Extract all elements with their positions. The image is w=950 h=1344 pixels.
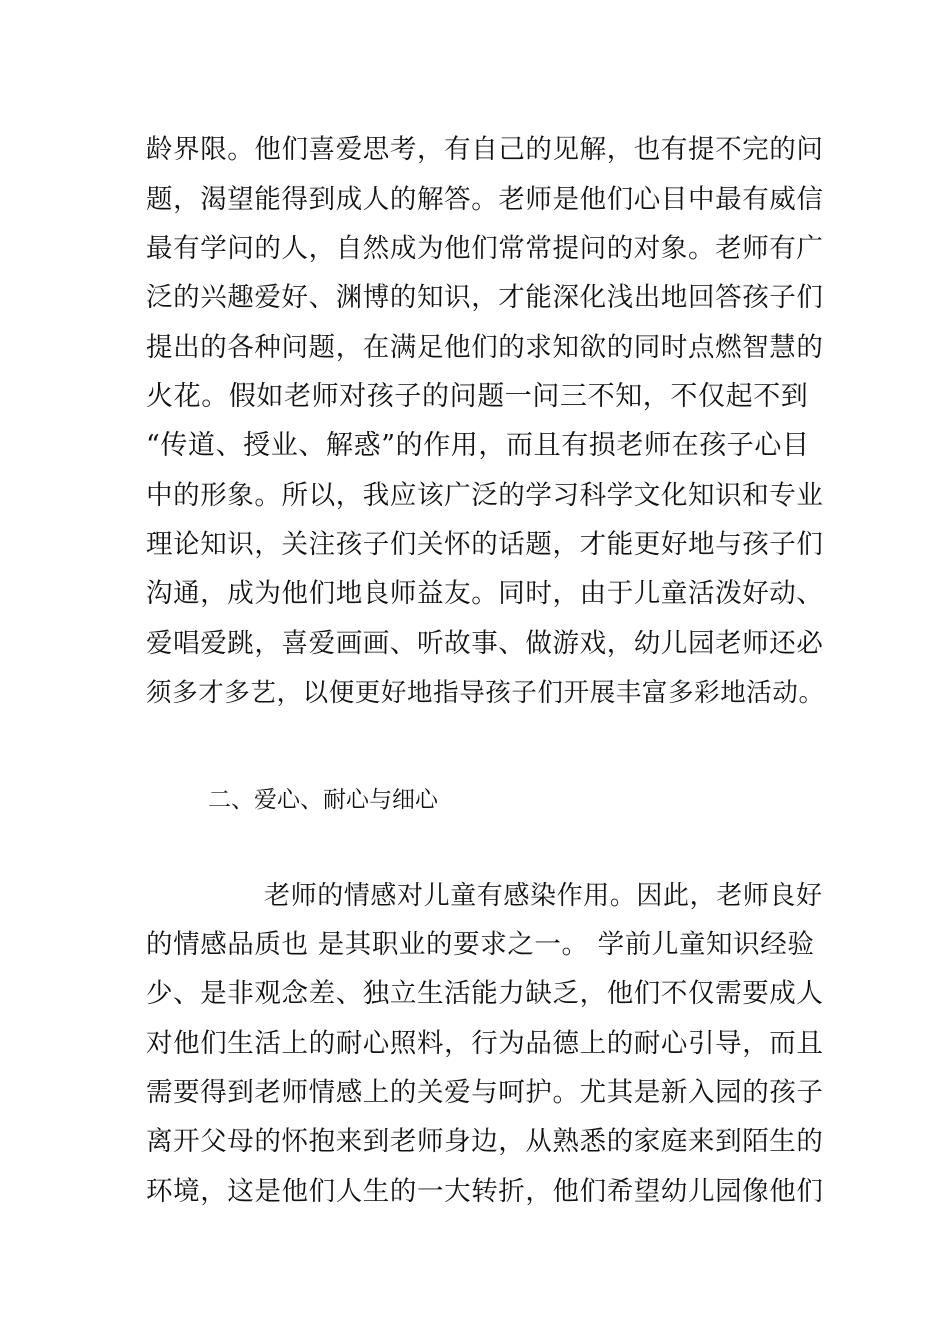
paragraph-1-line-12: 须多才多艺，以便更好地指导孩子们开展丰富多彩地活动。 (146, 678, 825, 708)
paragraph-2-line-5: 需要得到老师情感上的关爱与呵护。尤其是新入园的孩子 (146, 1077, 824, 1108)
paragraph-1-line-5: 提出的各种问题，在满足他们的求知欲的同时点燃智慧的 (146, 332, 824, 363)
paragraph-1-line-3: 最有学问的人，自然成为他们常常提问的对象。老师有广 (146, 233, 824, 264)
section-heading: 二、爱心、耐心与细心 (208, 787, 438, 813)
paragraph-1-line-11: 爱唱爱跳，喜爱画画、听故事、做游戏，幼儿园老师还必 (146, 628, 824, 659)
paragraph-1-line-9: 理论知识，关注孩子们关怀的话题，才能更好地与孩子们 (146, 529, 824, 560)
paragraph-2-line-2: 的情感品质也 是其职业的要求之一。 学前儿童知识经验 (146, 929, 815, 960)
paragraph-2-line-6: 离开父母的怀抱来到老师身边，从熟悉的家庭来到陌生的 (146, 1126, 824, 1157)
paragraph-1-line-10: 沟通，成为他们地良师益友。同时，由于儿童活泼好动、 (146, 578, 824, 609)
paragraph-1-line-6: 火花。假如老师对孩子的问题一问三不知，不仅起不到 (146, 381, 809, 412)
paragraph-2-line-3: 少、是非观念差、独立生活能力缺乏，他们不仅需要成人 (146, 978, 824, 1009)
paragraph-1-line-4: 泛的兴趣爱好、渊博的知识，才能深化浅出地回答孩子们 (146, 282, 824, 313)
paragraph-1-line-8: 中的形象。所以，我应该广泛的学习科学文化知识和专业 (146, 480, 824, 511)
paragraph-2-line-1: 老师的情感对儿童有感染作用。因此，老师良好 (264, 881, 823, 911)
paragraph-1-line-7: “传道、授业、解惑”的作用，而且有损老师在孩子心目 (146, 430, 810, 461)
paragraph-1-line-1: 龄界限。他们喜爱思考，有自己的见解，也有提不完的问 (146, 134, 824, 165)
paragraph-2-line-7: 环境，这是他们人生的一大转折，他们希望幼儿园像他们 (146, 1176, 824, 1207)
paragraph-1-line-2: 题，渴望能得到成人的解答。老师是他们心目中最有威信 (146, 184, 824, 215)
paragraph-2-line-4: 对他们生活上的耐心照料，行为品德上的耐心引导，而且 (146, 1028, 824, 1059)
